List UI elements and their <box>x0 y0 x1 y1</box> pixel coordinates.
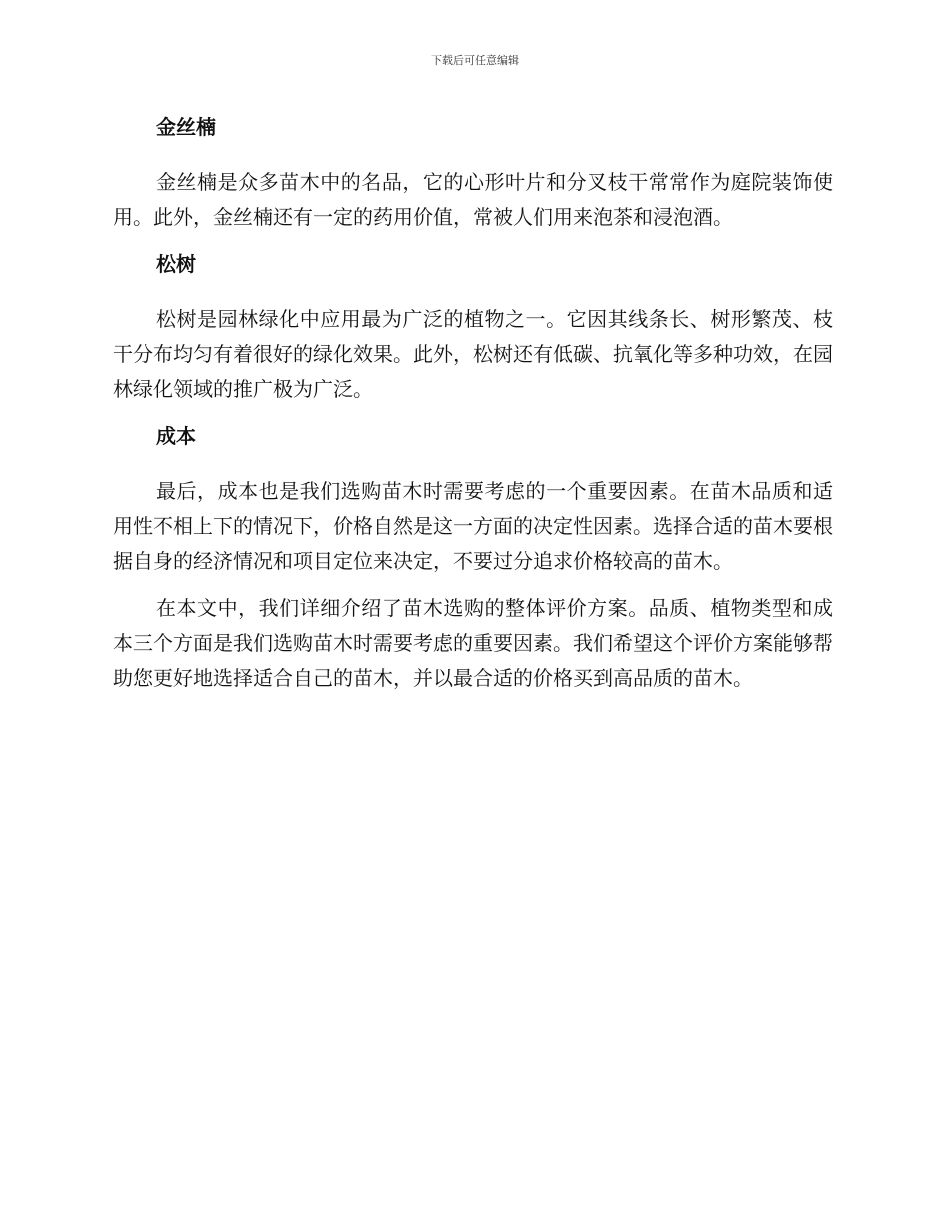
header-note: 下载后可任意编辑 <box>431 54 519 67</box>
document-body <box>113 110 833 696</box>
paragraph-jinsinan: 金丝楠是众多苗木中的名品，它的心形叶片和分叉枝干常常作为庭院装饰使用。此外，金丝楠还有一定的药用价值，常被人们用来泡茶和浸泡酒。 <box>113 170 833 229</box>
paragraph-chengben: 最后，成本也是我们选购苗木时需要考虑的一个重要因素。在苗木品质和适用性不相上下的情况下，价格自然是这一方面的决定性因素。选择合适的苗木要根据自身的经济情况和项目定位来决定，不要过分追求价格较高的苗木。 <box>113 479 833 573</box>
section-heading-songshu: 松树 <box>156 252 196 276</box>
section-heading-jinsinan: 金丝楠 <box>156 115 216 139</box>
paragraph-songshu: 松树是园林绿化中应用最为广泛的植物之一。它因其线条长、树形繁茂、枝干分布均匀有着很好的绿化效果。此外，松树还有低碳、抗氧化等多种功效，在园林绿化领域的推广极为广泛。 <box>113 307 833 401</box>
section-heading-chengben: 成本 <box>156 424 196 448</box>
paragraph-conclusion: 在本文中，我们详细介绍了苗木选购的整体评价方案。品质、植物类型和成本三个方面是我们选购苗木时需要考虑的重要因素。我们希望这个评价方案能够帮助您更好地选择适合自己的苗木，并以最合适的价格买到高品质的苗木。 <box>113 596 833 690</box>
